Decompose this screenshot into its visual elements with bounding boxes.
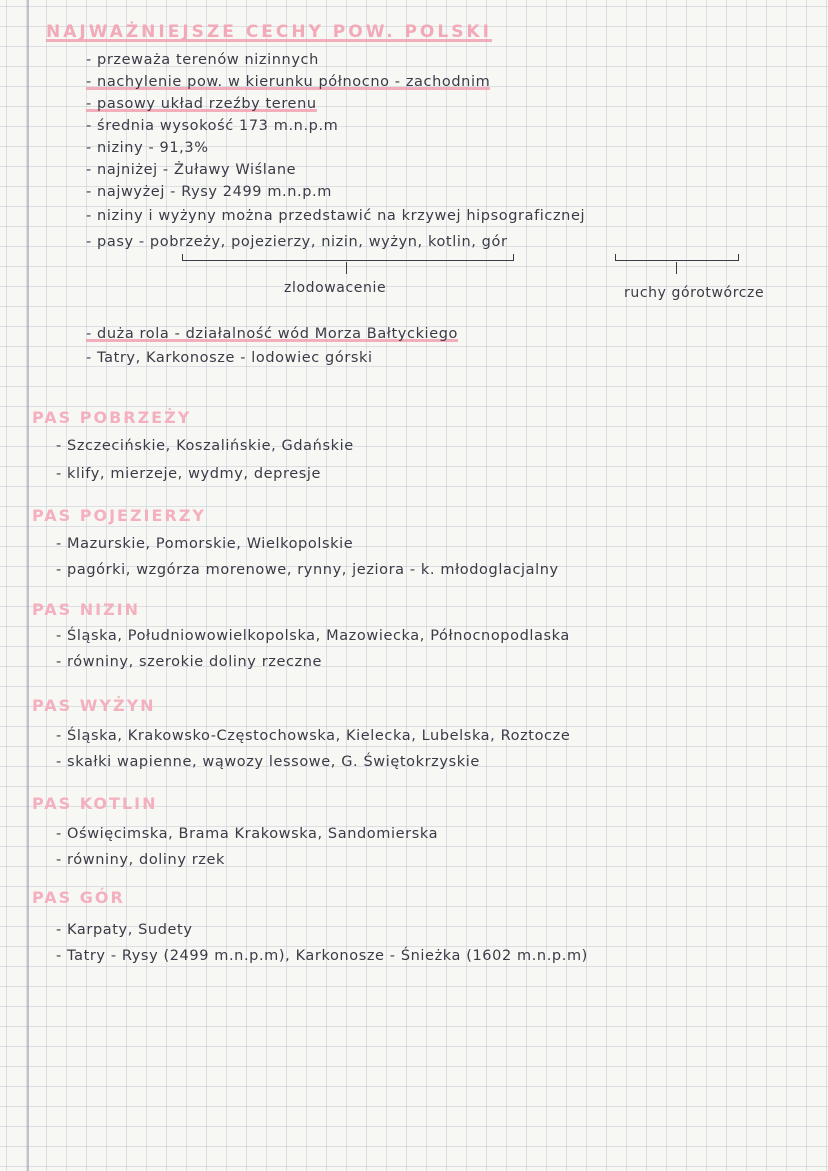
extra-line: - Tatry, Karkonosze - lodowiec górski — [86, 350, 373, 366]
section-line: - Szczecińskie, Koszalińskie, Gdańskie — [56, 438, 354, 454]
section-header-nizin: PAS NIZIN — [32, 600, 141, 619]
feature-line: - przeważa terenów nizinnych — [86, 52, 319, 68]
section-line: - Śląska, Krakowsko-Częstochowska, Kielecka, Lubelska, Roztocze — [56, 728, 571, 744]
section-line: - pagórki, wzgórza morenowe, rynny, jeziora - k. młodoglacjalny — [56, 562, 559, 578]
section-line: - Oświęcimska, Brama Krakowska, Sandomierska — [56, 826, 439, 842]
section-line: - równiny, szerokie doliny rzeczne — [56, 654, 323, 670]
section-header-pojezierzy: PAS POJEZIERZY — [32, 506, 206, 525]
section-header-wyzyn: PAS WYŻYN — [32, 696, 156, 715]
section-line: - skałki wapienne, wąwozy lessowe, G. Świętokrzyskie — [56, 754, 480, 770]
section-header-gor: PAS GÓR — [32, 888, 125, 907]
extra-line: - duża rola - działalność wód Morza Bałtyckiego — [86, 326, 458, 342]
section-line: - Karpaty, Sudety — [56, 922, 193, 938]
section-line: - klify, mierzeje, wydmy, depresje — [56, 466, 322, 482]
pasy-note-right: ruchy górotwórcze — [624, 285, 765, 301]
brace-right-tick — [676, 262, 677, 274]
brace-right — [615, 254, 739, 261]
brace-left — [182, 254, 514, 261]
brace-left-tick — [346, 262, 347, 274]
section-header-pobrzezy: PAS POBRZEŻY — [32, 408, 192, 427]
section-line: - Śląska, Południowowielkopolska, Mazowiecka, Północnopodlaska — [56, 628, 570, 644]
feature-line: - niziny i wyżyny można przedstawić na krzywej hipsograficznej — [86, 208, 586, 224]
feature-line: - średnia wysokość 173 m.n.p.m — [86, 118, 339, 134]
pasy-note-left: zlodowacenie — [284, 280, 387, 296]
feature-line: - niziny - 91,3% — [86, 140, 209, 156]
page-title: NAJWAŻNIEJSZE CECHY POW. POLSKI — [46, 22, 492, 42]
section-line: - Tatry - Rysy (2499 m.n.p.m), Karkonosze - Śnieżka (1602 m.n.p.m) — [56, 948, 588, 964]
feature-line: - pasowy układ rzeźby terenu — [86, 96, 317, 112]
feature-line: - najniżej - Żuławy Wiślane — [86, 162, 297, 178]
section-header-kotlin: PAS KOTLIN — [32, 794, 158, 813]
feature-line: - najwyżej - Rysy 2499 m.n.p.m — [86, 184, 332, 200]
feature-line: - nachylenie pow. w kierunku północno - zachodnim — [86, 74, 491, 90]
feature-line: - pasy - pobrzeży, pojezierzy, nizin, wyżyn, kotlin, gór — [86, 234, 508, 250]
section-line: - równiny, doliny rzek — [56, 852, 226, 868]
section-line: - Mazurskie, Pomorskie, Wielkopolskie — [56, 536, 354, 552]
